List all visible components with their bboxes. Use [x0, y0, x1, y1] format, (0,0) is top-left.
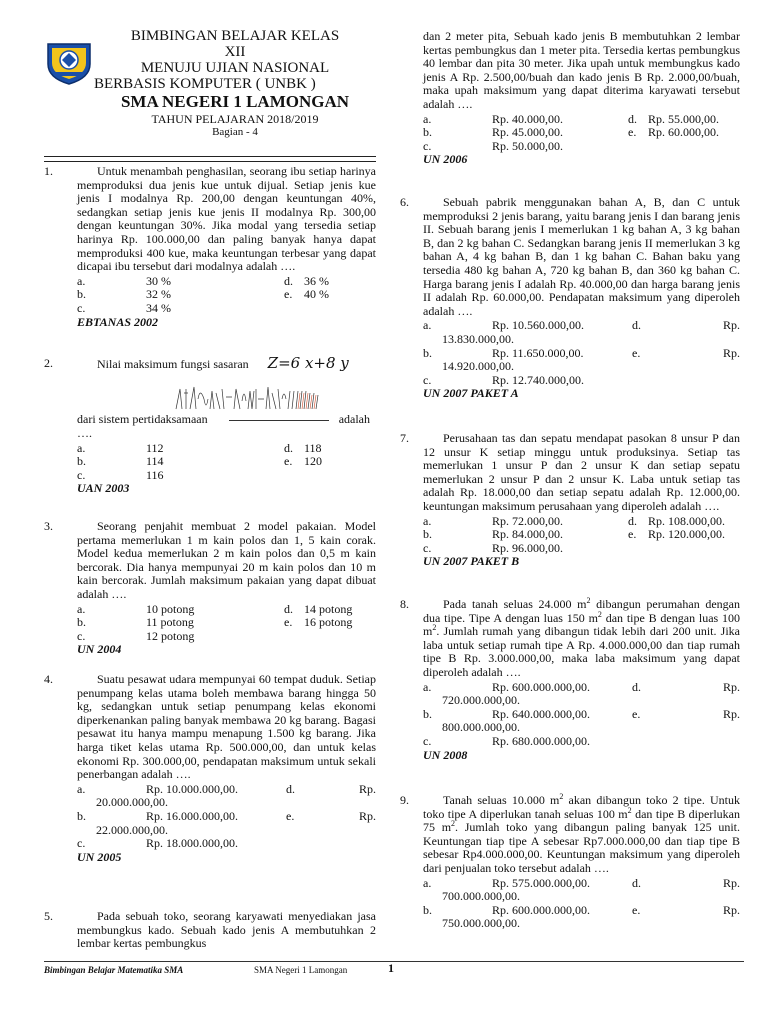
header-line-4: BERBASIS KOMPUTER ( UNBK ) — [94, 76, 316, 92]
question-9 — [400, 794, 740, 931]
question-source: UN 2006 — [423, 152, 468, 167]
question-number: 1. — [44, 164, 53, 178]
part-label: Bagian - 4 — [212, 126, 258, 138]
header-line-1: BIMBINGAN BELAJAR KELAS — [130, 28, 340, 44]
question-text: Seorang penjahit membuat 2 model pakaian. Model pertama memerlukan 1 m kain polos dan 1, 5 kain corak. Model kedua memerlukan 2 m kain polos dan 0,5 m kain bercorak. Dia hanya mempunyai 20 m kain polos dan 10 m kain bercorak. Jumlah maksimum pakaian yang dapat dibuat adalah …. — [77, 519, 376, 601]
school-name: SMA NEGERI 1 LAMONGAN — [120, 92, 350, 111]
question-2 — [44, 354, 376, 496]
header-line-3: MENUJU UJIAN NASIONAL — [140, 60, 330, 76]
options — [423, 515, 740, 556]
option-row: c. 34 % — [77, 300, 171, 315]
option-value-wrap: 22.000.000,00. — [96, 822, 168, 837]
options — [423, 113, 740, 154]
options — [423, 681, 740, 749]
options — [77, 603, 376, 644]
footer-rule — [44, 961, 744, 962]
academic-year: TAHUN PELAJARAN 2018/2019 — [151, 112, 319, 126]
question-source: UN 2005 — [77, 849, 122, 864]
document-header — [44, 28, 376, 168]
option-value-wrap: 14.920.000,00. — [442, 359, 514, 374]
question-7 — [400, 432, 740, 569]
question-source: UN 2004 — [77, 642, 122, 657]
question-number: 6. — [400, 195, 409, 209]
question-5 — [44, 910, 376, 951]
question-source: UN 2007 PAKET B — [423, 554, 520, 569]
question-4 — [44, 673, 376, 864]
question-text: Nilai maksimum fungsi sasaran — [97, 357, 249, 371]
options — [77, 275, 376, 316]
question-source: UN 2008 — [423, 747, 468, 762]
option-row: b. Rp. 640.000.000,00. e. Rp. — [423, 706, 740, 721]
page-footer — [44, 961, 744, 981]
option-row: b. Rp. 84.000,00. e. Rp. 120.000,00. — [423, 527, 726, 542]
option-row: a. 10 potong d. 14 potong — [77, 601, 353, 616]
option-value-wrap: 720.000.000,00. — [442, 693, 520, 708]
question-text: Suatu pesawat udara mempunyai 60 tempat duduk. Setiap penumpang kelas utama boleh membawa barang hingga 50 kg, sedangkan untuk setiap penumpang kelas ekonomi diperkenankan paling banyak membawa 20 kg barang. Bagasi pesawat itu hanya mampu menapung 1.500 kg barang. Jika harga tiket kelas utama Rp. 500.000,00, dan untuk kelas ekonomi Rp. 300.000,00, pendapatan maksimum untuk sekali penerbangan adalah …. — [77, 672, 376, 782]
option-row: b. Rp. 45.000,00. e. Rp. 60.000,00. — [423, 125, 720, 140]
option-value-wrap: 20.000.000,00. — [96, 795, 168, 810]
option-row: b. 114 e. 120 — [77, 454, 322, 469]
options — [423, 319, 740, 387]
option-row: a. Rp. 10.000.000,00. d. Rp. — [77, 781, 376, 796]
option-row: a. Rp. 575.000.000,00. d. Rp. — [423, 875, 740, 890]
option-value-wrap: 800.000.000,00. — [442, 720, 520, 735]
option-row: c. Rp. 50.000,00. — [423, 138, 564, 153]
question-number: 5. — [44, 909, 53, 923]
question-6 — [400, 196, 740, 401]
question-source: UN 2007 PAKET A — [423, 386, 519, 401]
question-number: 4. — [44, 672, 53, 686]
options — [77, 442, 376, 483]
question-text: dan 2 meter pita, Sebuah kado jenis B membutuhkan 2 lembar kertas pembungkus dan 1 meter pita. Tersedia kertas pembungkus 40 lembar dan pita 30 meter. Jika upah untuk membungkus kado jenis A Rp. 2.500,00/buah dan kado jenis B Rp. 2.000,00/buah, maka upah maksimum yang dapat diterima karyawati tersebut adalah …. — [423, 29, 740, 111]
question-number: 9. — [400, 793, 409, 807]
question-number: 8. — [400, 597, 409, 611]
question-source: EBTANAS 2002 — [77, 314, 159, 329]
header-line-2: XII — [224, 44, 246, 60]
question-text: Pada sebuah toko, seorang karyawati menyediakan jasa membungkus kado. Sebuah kado jenis A membutuhkan 2 lembar kertas pembungkus — [77, 909, 376, 951]
question-text: Untuk menambah penghasilan, seorang ibu setiap harinya memproduksi dua jenis kue untuk dijual. Setiap jenis kue jenis I modalnya Rp. 200,00 dengan keuntungan 40%, sedangkan setiap jenis kue jenis II modalnya Rp. 300,00 dengan keuntungan 30%. Jika modal yang tersedia setiap harinya Rp. 100.000,00 dan paling banyak hanya dapat memproduksi 400 kue, maka keuntungan terbesar yang dapat dicapai ibu tersebut dari modalnya adalah …. — [77, 164, 376, 274]
question-text: Pada tanah seluas 24.000 $m^2$ dibangun perumahan dengan dua tipe. Tipe A dengan luas 150 $m^2$ dan tipe B dengan luas 100 $m^2$. Jumlah rumah yang dibangun tidak lebih dari 200 unit. Jika laba untuk setiap rumah tipe A Rp. 4.000.000,00 dan tiap rumah tipe B Rp. 3.000.000,00, maka laba maksimum yang dapat diperoleh adalah …. — [423, 596, 740, 679]
page-number: 1 — [388, 961, 394, 975]
question-text: Perusahaan tas dan sepatu mendapat pasokan 8 unsur P dan 12 unsur K setiap minggu untuk produksinya. Setiap tas memerlukan 1 unsur P dan 2 unsur K dan setiap sepatu memerlukan 2 unsur P dan 2 unsur K. Laba untuk setiap tas adalah Rp. 18.000,00 dan setiap sepatu adalah Rp. 12.000,00. keuntungan maksimum perusahaan yang diperoleh adalah …. — [423, 431, 740, 513]
footer-left: Bimbingan Belajar Matematika SMA — [44, 965, 184, 975]
option-row: b. Rp. 600.000.000,00. e. Rp. — [423, 902, 740, 917]
option-row: c. Rp. 96.000,00. — [423, 540, 564, 555]
answer-blank — [229, 420, 329, 421]
question-number: 3. — [44, 519, 53, 533]
option-row: b. 32 % e. 40 % — [77, 287, 329, 302]
option-row: b. Rp. 11.650.000,00. e. Rp. — [423, 345, 740, 360]
question-3 — [44, 520, 376, 657]
option-row: c. 12 potong — [77, 628, 195, 643]
question-text: Tanah seluas 10.000 $m^2$ akan dibangun toko 2 tipe. Untuk toko tipe A diperlukan tanah seluas 100 $m^2$ dan tipe B diperlukan 75 $m^2$. Jumlah toko yang dibangun paling banyak 125 unit. Keuntungan tiap tipe A sebesar Rp7.000.000,00 dan tiap tipe B sebesar Rp4.000.000,00. Keuntungan maksimum yang diperoleh dari penjualan toko tersebut adalah …. — [423, 792, 740, 875]
option-row: a. Rp. 10.560.000,00. d. Rp. — [423, 318, 740, 333]
school-logo-icon — [44, 36, 94, 86]
question-5-continued — [400, 30, 740, 167]
option-row: c. Rp. 18.000.000,00. — [77, 836, 239, 851]
question-number: 2. — [44, 356, 53, 370]
objective-formula: Z=6 x+8 y — [267, 354, 349, 372]
option-row: a. 112 d. 118 — [77, 440, 322, 455]
option-value-wrap: 750.000.000,00. — [442, 916, 520, 931]
options — [77, 783, 376, 851]
option-value-wrap: 700.000.000,00. — [442, 889, 520, 904]
option-row: a. Rp. 72.000,00. d. Rp. 108.000,00. — [423, 513, 726, 528]
question-number: 7. — [400, 431, 409, 445]
option-row: c. Rp. 680.000.000,00. — [423, 733, 591, 748]
option-value-wrap: 13.830.000,00. — [442, 331, 514, 346]
option-row: c. 116 — [77, 467, 164, 482]
question-text: Sebuah pabrik menggunakan bahan A, B, dan C untuk memproduksi 2 jenis barang, yaitu barang jenis I dan barang jenis II. Sebuah barang jenis I memerlukan 1 kg bahan A, 3 kg bahan B, dan 2 kg bahan C. Sedangkan barang jenis II memerlukan 3 kg bahan A, 4 kg bahan B, dan 1 kg bahan C. Bahan baku yang tersedia 480 kg bahan A, 720 kg bahan B, dan 360 kg bahan C. Harga barang jenis I adalah Rp. 40.000,00 dan harga barang jenis II adalah Rp. 60.000,00. Pendapatan maksimum yang diperoleh adalah …. — [423, 195, 740, 318]
option-row: b. Rp. 16.000.000,00. e. Rp. — [77, 808, 376, 823]
question-text-cont: dari sistem pertidaksamaan — [77, 412, 208, 426]
question-1 — [44, 165, 376, 329]
option-row: b. 11 potong e. 16 potong — [77, 615, 353, 630]
footer-center: SMA Negeri 1 Lamongan — [254, 965, 348, 975]
option-row: a. 30 % d. 36 % — [77, 273, 329, 288]
options — [423, 877, 740, 931]
question-text-end: adalah — [338, 412, 370, 426]
option-row: a. Rp. 600.000.000,00. d. Rp. — [423, 679, 740, 694]
option-row: a. Rp. 40.000,00. d. Rp. 55.000,00. — [423, 111, 720, 126]
question-8 — [400, 598, 740, 762]
header-divider — [44, 156, 376, 162]
question-source: UAN 2003 — [77, 481, 130, 496]
ellipsis: …. — [77, 426, 92, 440]
option-row: c. Rp. 12.740.000,00. — [423, 372, 585, 387]
